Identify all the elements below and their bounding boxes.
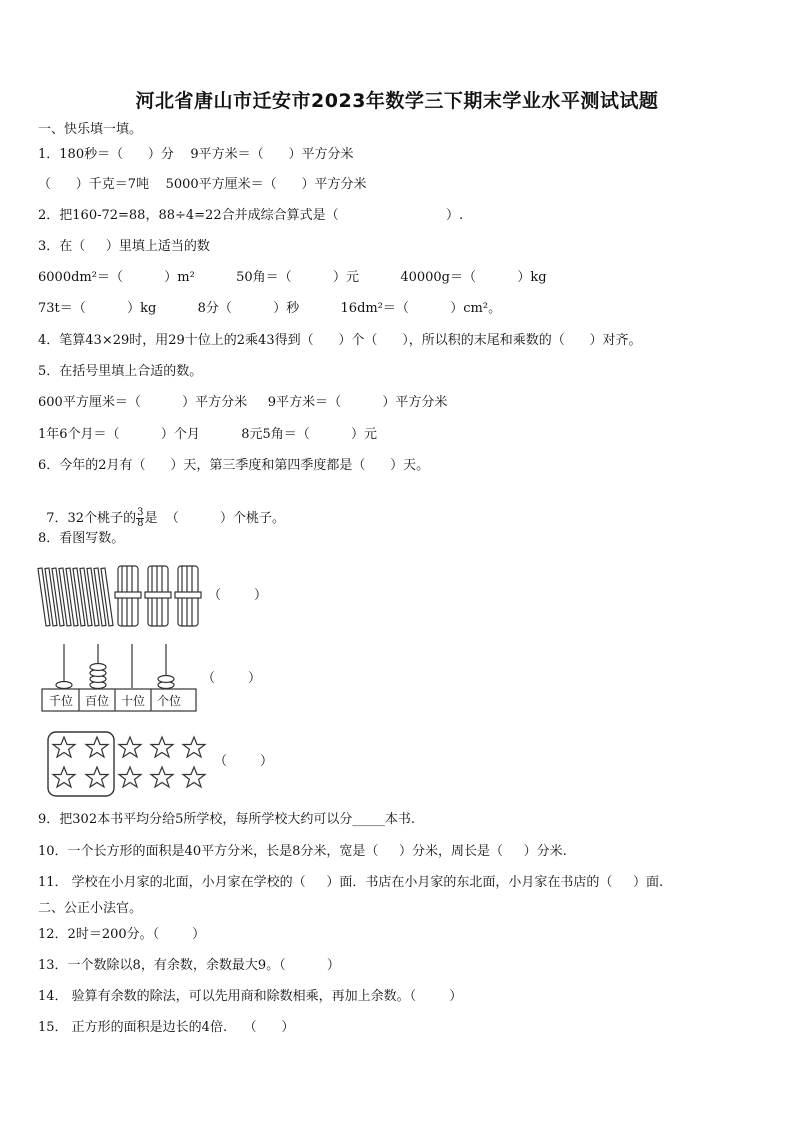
stick-bundle-2 [145,566,171,626]
answer-blank-abacus: （ ） [202,671,262,686]
abacus-label-thousands: 千位 [48,694,73,708]
star-icon [183,767,205,787]
question-7-suffix: 是 （ ）个桃子。 [144,511,286,526]
question-12: 12．2时＝200分。（ ） [38,927,206,942]
section-heading-2: 二、公正小法官。 [38,901,143,916]
question-3-row-1: 6000dm²＝（ ）m² 50角＝（ ）元 40000g＝（ ）kg [38,270,547,285]
abacus-label-tens: 十位 [120,694,145,708]
star-icon [53,767,75,787]
question-1-line-a: 1．180秒＝（ ）分 9平方米＝（ ）平方分米 [38,147,354,162]
stick-bundle-3 [175,566,201,626]
page-title: 河北省唐山市迁安市2023年数学三下期末学业水平测试试题 [135,90,659,112]
question-9: 9．把302本书平均分给5所学校，每所学校大约可以分_____本书. [38,812,415,827]
question-2: 2．把160-72=88，88÷4=22合并成综合算式是（ ）. [38,208,464,223]
question-10: 10．一个长方形的面积是40平方分米，长是8分米，宽是（ ）分米，周长是（ ）分米. [38,844,567,859]
question-15: 15． 正方形的面积是边长的4倍. （ ） [38,1020,295,1035]
star-icon [183,737,205,757]
question-8-heading: 8．看图写数。 [38,531,125,546]
star-icon [86,737,108,757]
fraction-denominator: 8 [137,518,144,529]
abacus-figure [40,642,200,714]
star-icon [86,767,108,787]
star-icon [151,737,173,757]
sticks-bundles-figure [36,562,216,632]
question-7-prefix: 7．32个桃子的 [46,511,137,526]
abacus-label-hundreds: 百位 [84,694,109,708]
question-5-row-2: 1年6个月＝（ ）个月 8元5角＝（ ）元 [38,427,378,442]
question-4: 4．笔算43×29时，用29十位上的2乘43得到（ ）个（ ），所以积的末尾和乘数的（ ）对齐。 [38,333,642,348]
question-3-row-2: 73t＝（ ）kg 8分（ ）秒 16dm²＝（ ）cm²。 [38,301,502,316]
section-heading-1: 一、快乐填一填。 [38,122,143,137]
question-3-heading: 3．在（ ）里填上适当的数 [38,239,210,254]
abacus-label-ones: 个位 [156,694,181,708]
question-5-heading: 5．在括号里填上合适的数。 [38,364,203,379]
question-7 [38,490,285,529]
star-icon [119,737,141,757]
question-6: 6．今年的2月有（ ）天，第三季度和第四季度都是（ ）天。 [38,458,430,473]
fraction-numerator: 3 [137,507,144,518]
question-13: 13．一个数除以8，有余数，余数最大9。（ ） [38,958,340,973]
stick-bundle-1 [115,566,141,626]
question-5-row-1: 600平方厘米＝（ ）平方分米 9平方米＝（ ）平方分米 [38,395,448,410]
answer-blank-sticks: （ ） [208,588,268,603]
loose-sticks [38,568,113,626]
star-icon [53,737,75,757]
question-1-line-b: （ ）千克＝7吨 5000平方厘米＝（ ）平方分米 [38,177,367,192]
question-14: 14． 验算有余数的除法，可以先用商和除数相乘，再加上余数。（ ） [38,989,463,1004]
question-11: 11． 学校在小月家的北面，小月家在学校的（ ）面．书店在小月家的东北面，小月家在书店的（ ）面. [38,875,664,890]
star-icon [151,767,173,787]
stars-figure [46,730,212,798]
star-icon [119,767,141,787]
answer-blank-stars: （ ） [214,754,274,769]
